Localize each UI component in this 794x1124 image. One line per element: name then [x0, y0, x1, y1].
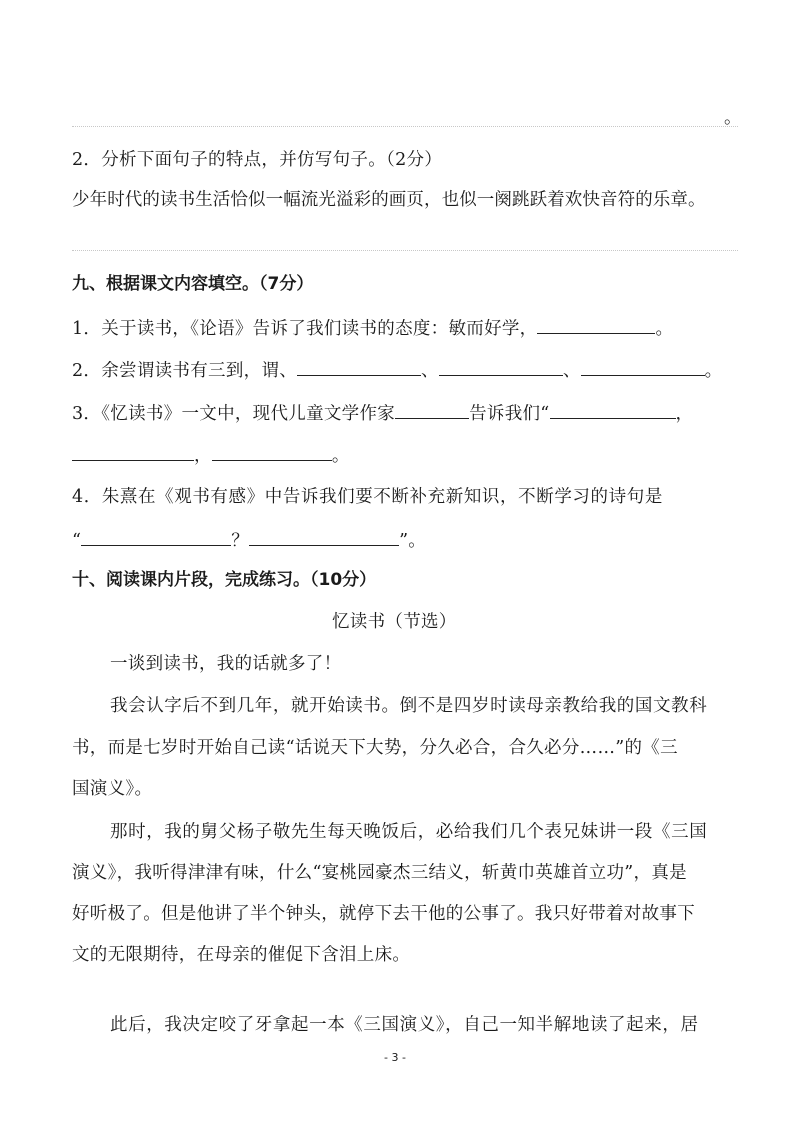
q1-blank[interactable]	[537, 315, 655, 334]
q2-text: 2．余尝谓读书有三到，谓、	[72, 361, 298, 381]
passage-paragraph-4-line-1: 此后，我决定咬了牙拿起一本《三国演义》，自己一知半解地读了起来，居	[110, 1015, 699, 1035]
q2-sep-1: 、	[421, 361, 439, 381]
q2-end: 。	[704, 361, 723, 381]
page-number: - 3 -	[384, 1051, 406, 1064]
q3-blank-author[interactable]	[395, 400, 469, 419]
q1-end: 。	[655, 319, 674, 339]
section-9-q4-cont	[72, 527, 426, 553]
q2-blank-3[interactable]	[581, 357, 705, 376]
section-9-q1	[72, 315, 673, 341]
answer-line-top	[72, 126, 738, 127]
section-9-heading: 九、根据课文内容填空。（7分）	[72, 274, 314, 294]
q3-blank-1[interactable]	[550, 400, 676, 419]
q3-blank-2[interactable]	[72, 442, 194, 461]
q2-sep-2: 、	[562, 361, 581, 381]
q3-text: 3．《忆读书》一文中，现代儿童文学作家	[72, 404, 396, 424]
question-8-2-sentence: 少年时代的读书生活恰似一幅流光溢彩的画页，也似一阕跳跃着欢快音符的乐章。	[72, 190, 706, 210]
section-9-q3	[72, 400, 693, 426]
answer-line-mid	[72, 250, 738, 251]
q4-question-mark: ？	[231, 531, 250, 551]
passage-paragraph-3-line-2: 演义》，我听得津津有味，什么“宴桃园豪杰三结义，斩黄巾英雄首立功”，真是	[72, 863, 687, 883]
passage-paragraph-3-line-3: 好听极了。但是他讲了半个钟头，就停下去干他的公事了。我只好带着对故事下	[72, 904, 695, 924]
passage-paragraph-2-line-3: 国演义》。	[72, 779, 153, 799]
q3-comma: ，	[675, 404, 694, 424]
q3-text-b: 告诉我们“	[469, 404, 550, 424]
q3-blank-3[interactable]	[212, 442, 332, 461]
passage-paragraph-3-line-1: 那时，我的舅父杨子敬先生每天晚饭后，必给我们几个表兄妹讲一段《三国	[110, 822, 708, 842]
passage-paragraph-3-line-4: 文的无限期待，在母亲的催促下含泪上床。	[72, 945, 411, 965]
section-9-q3-cont	[72, 442, 350, 468]
q4-end: ”。	[399, 531, 427, 551]
q4-open-quote: “	[72, 531, 82, 551]
q4-blank-2[interactable]	[249, 527, 399, 546]
passage-paragraph-2-line-1: 我会认字后不到几年，就开始读书。倒不是四岁时读母亲教给我的国文教科	[110, 696, 708, 716]
section-9-q2	[72, 357, 722, 383]
section-10-heading: 十、阅读课内片段，完成练习。（10分）	[72, 570, 377, 590]
q1-text: 1．关于读书，《论语》告诉了我们读书的态度：敏而好学，	[72, 319, 538, 339]
question-8-2-title: 2．分析下面句子的特点，并仿写句子。（2分）	[72, 150, 443, 170]
q2-blank-2[interactable]	[439, 357, 563, 376]
q3-comma-2: ，	[194, 446, 212, 466]
end-period: 。	[724, 108, 742, 128]
q4-blank-1[interactable]	[81, 527, 231, 546]
passage-paragraph-2-line-2: 书，而是七岁时开始自己读“话说天下大势，分久必合，合久必分……”的《三	[72, 738, 678, 758]
passage-title: 忆读书（节选）	[332, 612, 457, 632]
q3-end: 。	[331, 446, 350, 466]
section-9-q4: 4．朱熹在《观书有感》中告诉我们要不断补充新知识，不断学习的诗句是	[72, 487, 663, 507]
passage-paragraph-1: 一谈到读书，我的话就多了！	[110, 654, 342, 674]
q2-blank-1[interactable]	[297, 357, 421, 376]
